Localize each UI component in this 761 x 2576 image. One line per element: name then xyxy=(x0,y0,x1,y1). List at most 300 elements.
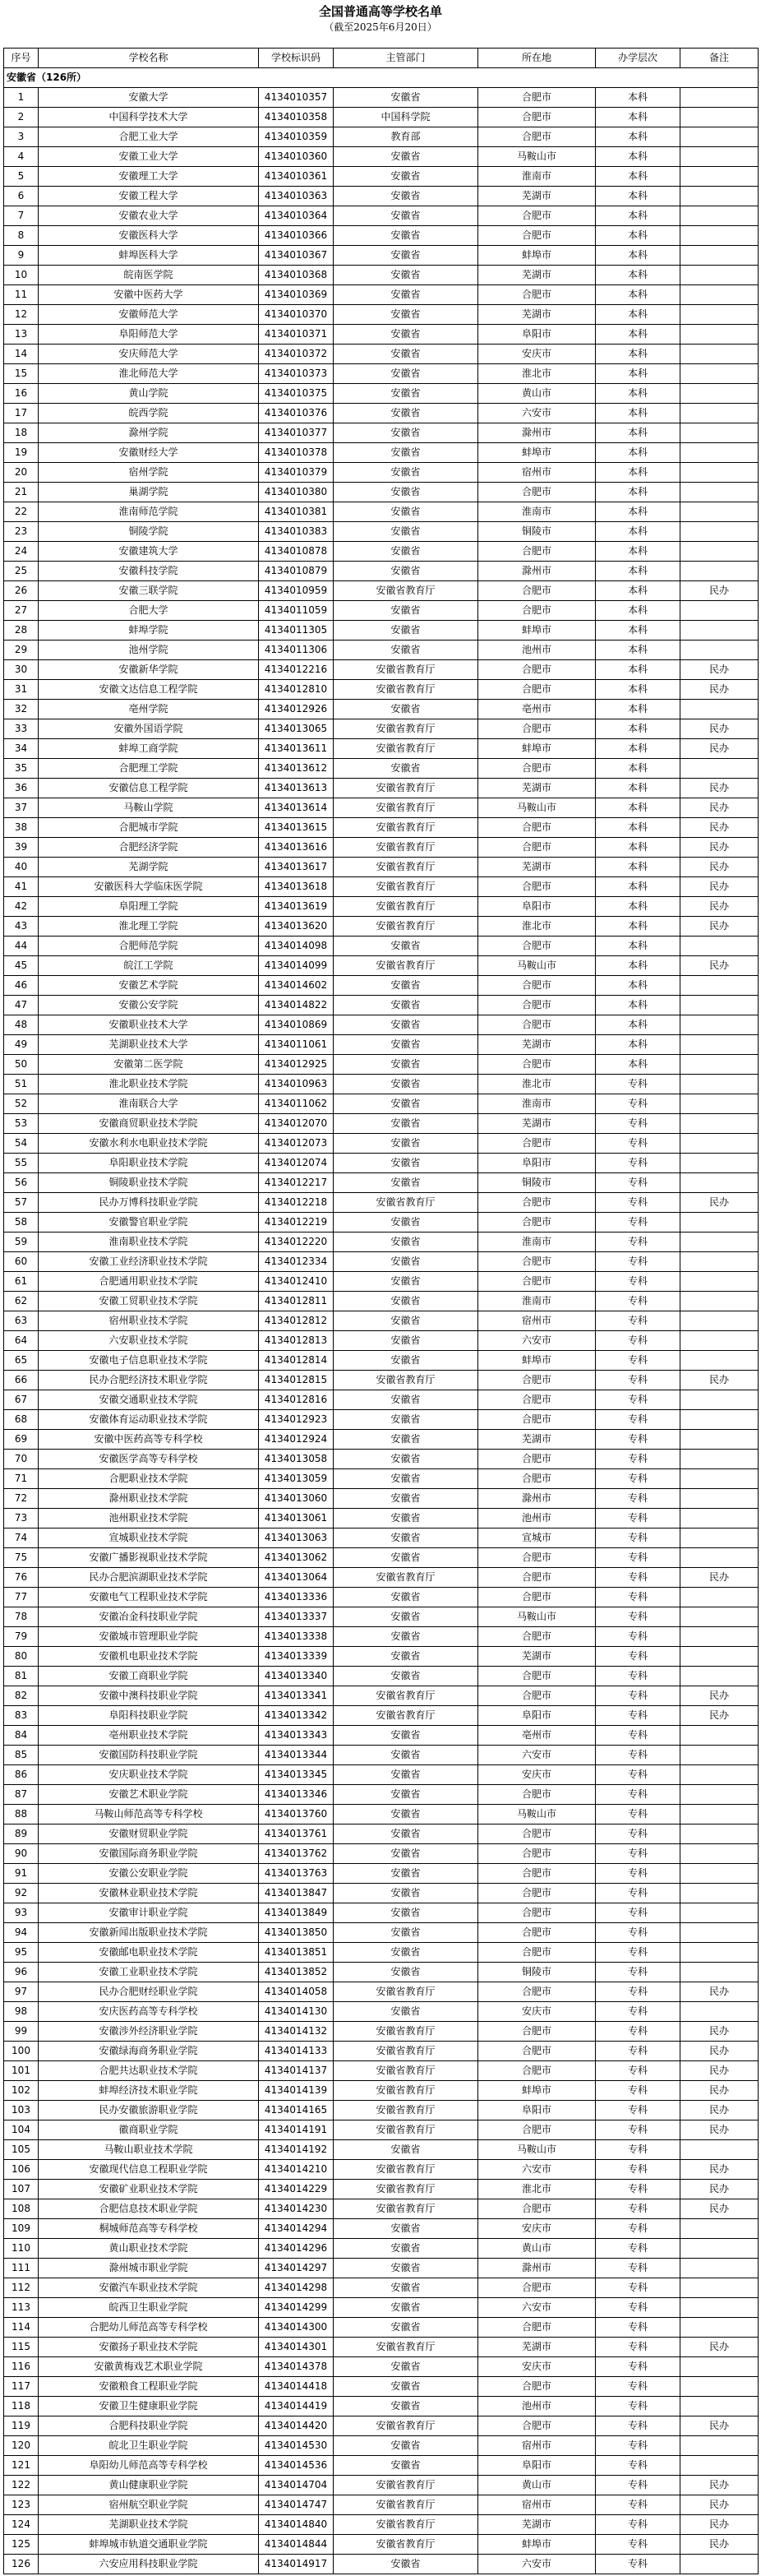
level-cell: 本科 xyxy=(596,996,680,1015)
school-code-cell: 4134014294 xyxy=(259,2219,334,2239)
table-row xyxy=(4,1943,759,1963)
location-cell: 合肥市 xyxy=(478,1785,596,1805)
location-cell: 黄山市 xyxy=(478,384,596,404)
table-row xyxy=(4,2061,759,2081)
school-code-cell: 4134014844 xyxy=(259,2535,334,2555)
level-cell: 专科 xyxy=(596,1706,680,1726)
school-code-cell: 4134013065 xyxy=(259,719,334,739)
authority-cell: 安徽省教育厅 xyxy=(334,2338,478,2357)
location-cell: 合肥市 xyxy=(478,1548,596,1568)
school-name-cell: 安徽工程大学 xyxy=(39,187,259,206)
index-cell: 1 xyxy=(4,88,39,108)
remark-cell: 民办 xyxy=(680,1706,759,1726)
table-row xyxy=(4,2002,759,2022)
index-cell: 94 xyxy=(4,1923,39,1943)
remark-cell xyxy=(680,1746,759,1765)
school-name-cell: 阜阳师范大学 xyxy=(39,325,259,345)
school-name-cell: 马鞍山师范高等专科学校 xyxy=(39,1805,259,1824)
school-name-cell: 安徽建筑大学 xyxy=(39,542,259,562)
table-row xyxy=(4,2298,759,2318)
remark-cell xyxy=(680,325,759,345)
authority-cell: 安徽省 xyxy=(334,641,478,660)
remark-cell: 民办 xyxy=(680,838,759,858)
location-cell: 合肥市 xyxy=(478,1844,596,1864)
table-row xyxy=(4,1351,759,1371)
location-cell: 合肥市 xyxy=(478,838,596,858)
table-row xyxy=(4,1982,759,2002)
remark-cell: 民办 xyxy=(680,798,759,818)
level-cell: 本科 xyxy=(596,1035,680,1055)
remark-cell xyxy=(680,345,759,364)
remark-cell xyxy=(680,463,759,483)
location-cell: 宣城市 xyxy=(478,1528,596,1548)
school-code-cell: 4134013345 xyxy=(259,1765,334,1785)
index-cell: 80 xyxy=(4,1647,39,1667)
index-cell: 39 xyxy=(4,838,39,858)
index-cell: 48 xyxy=(4,1015,39,1035)
location-cell: 淮南市 xyxy=(478,1233,596,1252)
index-cell: 40 xyxy=(4,858,39,877)
school-code-cell: 4134013059 xyxy=(259,1469,334,1489)
school-code-cell: 4134012218 xyxy=(259,1193,334,1213)
level-cell: 专科 xyxy=(596,1489,680,1509)
school-code-cell: 4134013063 xyxy=(259,1528,334,1548)
level-cell: 本科 xyxy=(596,838,680,858)
school-name-cell: 中国科学技术大学 xyxy=(39,108,259,127)
location-cell: 阜阳市 xyxy=(478,1706,596,1726)
location-cell: 合肥市 xyxy=(478,127,596,147)
school-name-cell: 芜湖职业技术大学 xyxy=(39,1035,259,1055)
index-cell: 105 xyxy=(4,2140,39,2160)
school-code-cell: 4134013064 xyxy=(259,1568,334,1588)
remark-cell xyxy=(680,2456,759,2476)
authority-cell: 安徽省 xyxy=(334,502,478,522)
remark-cell xyxy=(680,2219,759,2239)
level-cell: 专科 xyxy=(596,1075,680,1094)
remark-cell xyxy=(680,1824,759,1844)
index-cell: 91 xyxy=(4,1864,39,1884)
authority-cell: 安徽省 xyxy=(334,2357,478,2377)
table-row xyxy=(4,305,759,325)
level-cell: 本科 xyxy=(596,305,680,325)
remark-cell: 民办 xyxy=(680,1686,759,1706)
location-cell: 滁州市 xyxy=(478,1489,596,1509)
remark-cell xyxy=(680,1726,759,1746)
school-code-cell: 4134012814 xyxy=(259,1351,334,1371)
authority-cell: 安徽省 xyxy=(334,542,478,562)
location-cell: 合肥市 xyxy=(478,206,596,226)
remark-cell xyxy=(680,1509,759,1528)
location-cell: 芜湖市 xyxy=(478,305,596,325)
authority-cell: 安徽省 xyxy=(334,1607,478,1627)
index-cell: 73 xyxy=(4,1509,39,1528)
index-cell: 95 xyxy=(4,1943,39,1963)
level-cell: 专科 xyxy=(596,1548,680,1568)
level-cell: 专科 xyxy=(596,2061,680,2081)
authority-cell: 安徽省 xyxy=(334,1667,478,1686)
level-cell: 本科 xyxy=(596,1015,680,1035)
authority-cell: 安徽省教育厅 xyxy=(334,1982,478,2002)
level-cell: 专科 xyxy=(596,1193,680,1213)
level-cell: 专科 xyxy=(596,1805,680,1824)
level-cell: 专科 xyxy=(596,1311,680,1331)
school-name-cell: 蚌埠学院 xyxy=(39,621,259,641)
school-name-cell: 安徽工业职业技术学院 xyxy=(39,1963,259,1982)
index-cell: 45 xyxy=(4,956,39,976)
table-row xyxy=(4,1233,759,1252)
school-name-cell: 安徽科技学院 xyxy=(39,562,259,581)
location-cell: 合肥市 xyxy=(478,1193,596,1213)
school-name-cell: 安徽广播影视职业技术学院 xyxy=(39,1548,259,1568)
authority-cell: 安徽省教育厅 xyxy=(334,2081,478,2101)
index-cell: 119 xyxy=(4,2416,39,2436)
school-code-cell: 4134014299 xyxy=(259,2298,334,2318)
authority-cell: 安徽省 xyxy=(334,384,478,404)
school-name-cell: 皖北卫生职业学院 xyxy=(39,2436,259,2456)
school-code-cell: 4134010378 xyxy=(259,443,334,463)
location-cell: 安庆市 xyxy=(478,2002,596,2022)
location-cell: 阜阳市 xyxy=(478,2456,596,2476)
index-cell: 103 xyxy=(4,2101,39,2120)
location-cell: 淮北市 xyxy=(478,917,596,937)
index-cell: 90 xyxy=(4,1844,39,1864)
level-cell: 专科 xyxy=(596,1647,680,1667)
school-name-cell: 安徽中医药高等专科学校 xyxy=(39,1430,259,1450)
index-cell: 108 xyxy=(4,2199,39,2219)
table-row xyxy=(4,739,759,759)
table-row xyxy=(4,384,759,404)
index-cell: 74 xyxy=(4,1528,39,1548)
school-name-cell: 黄山健康职业学院 xyxy=(39,2476,259,2495)
school-code-cell: 4134014210 xyxy=(259,2160,334,2180)
index-cell: 99 xyxy=(4,2022,39,2042)
school-code-cell: 4134014840 xyxy=(259,2515,334,2535)
authority-cell: 安徽省 xyxy=(334,1311,478,1331)
table-row xyxy=(4,877,759,897)
authority-cell: 安徽省 xyxy=(334,1548,478,1568)
authority-cell: 安徽省 xyxy=(334,1015,478,1035)
authority-cell: 安徽省教育厅 xyxy=(334,581,478,601)
table-row xyxy=(4,2338,759,2357)
remark-cell: 民办 xyxy=(680,917,759,937)
location-cell: 蚌埠市 xyxy=(478,443,596,463)
table-row xyxy=(4,127,759,147)
location-cell: 合肥市 xyxy=(478,88,596,108)
index-cell: 60 xyxy=(4,1252,39,1272)
authority-cell: 安徽省 xyxy=(334,2219,478,2239)
remark-cell xyxy=(680,996,759,1015)
page-title: 全国普通高等学校名单 xyxy=(318,4,442,19)
remark-cell: 民办 xyxy=(680,1193,759,1213)
remark-cell: 民办 xyxy=(680,779,759,798)
level-cell: 专科 xyxy=(596,1923,680,1943)
table-row xyxy=(4,680,759,700)
location-cell: 合肥市 xyxy=(478,877,596,897)
table-row xyxy=(4,2476,759,2495)
school-name-cell: 芜湖职业技术学院 xyxy=(39,2515,259,2535)
school-code-cell: 4134014132 xyxy=(259,2022,334,2042)
level-cell: 本科 xyxy=(596,680,680,700)
remark-cell: 民办 xyxy=(680,897,759,917)
authority-cell: 安徽省 xyxy=(334,601,478,621)
index-cell: 87 xyxy=(4,1785,39,1805)
school-name-cell: 安徽警官职业学院 xyxy=(39,1213,259,1233)
school-name-cell: 合肥工业大学 xyxy=(39,127,259,147)
index-cell: 51 xyxy=(4,1075,39,1094)
level-cell: 本科 xyxy=(596,641,680,660)
level-cell: 专科 xyxy=(596,1233,680,1252)
location-cell: 淮北市 xyxy=(478,364,596,384)
school-code-cell: 4134014098 xyxy=(259,937,334,956)
index-cell: 36 xyxy=(4,779,39,798)
level-cell: 专科 xyxy=(596,1450,680,1469)
remark-cell xyxy=(680,285,759,305)
school-name-cell: 徽商职业学院 xyxy=(39,2120,259,2140)
location-cell: 安庆市 xyxy=(478,1765,596,1785)
school-name-cell: 合肥科技职业学院 xyxy=(39,2416,259,2436)
location-cell: 合肥市 xyxy=(478,483,596,502)
school-name-cell: 淮南联合大学 xyxy=(39,1094,259,1114)
location-cell: 合肥市 xyxy=(478,1864,596,1884)
school-name-cell: 安徽中澳科技职业学院 xyxy=(39,1686,259,1706)
location-cell: 合肥市 xyxy=(478,1943,596,1963)
school-code-cell: 4134014419 xyxy=(259,2397,334,2416)
school-code-cell: 4134013611 xyxy=(259,739,334,759)
location-cell: 合肥市 xyxy=(478,719,596,739)
school-name-cell: 滁州学院 xyxy=(39,423,259,443)
school-name-cell: 淮南师范学院 xyxy=(39,502,259,522)
index-cell: 72 xyxy=(4,1489,39,1509)
school-code-cell: 4134012219 xyxy=(259,1213,334,1233)
level-cell: 专科 xyxy=(596,2160,680,2180)
table-row xyxy=(4,937,759,956)
location-cell: 芜湖市 xyxy=(478,1035,596,1055)
school-name-cell: 合肥师范学院 xyxy=(39,937,259,956)
school-code-cell: 4134011062 xyxy=(259,1094,334,1114)
remark-cell xyxy=(680,1647,759,1667)
index-cell: 126 xyxy=(4,2555,39,2574)
school-code-cell: 4134014230 xyxy=(259,2199,334,2219)
remark-cell: 民办 xyxy=(680,2535,759,2555)
school-name-cell: 安徽涉外经济职业学院 xyxy=(39,2022,259,2042)
school-code-cell: 4134013849 xyxy=(259,1903,334,1923)
school-name-cell: 芜湖学院 xyxy=(39,858,259,877)
location-cell: 合肥市 xyxy=(478,2061,596,2081)
location-cell: 马鞍山市 xyxy=(478,798,596,818)
level-cell: 专科 xyxy=(596,1292,680,1311)
school-code-cell: 4134010367 xyxy=(259,246,334,266)
level-cell: 本科 xyxy=(596,206,680,226)
authority-cell: 安徽省 xyxy=(334,1351,478,1371)
index-cell: 14 xyxy=(4,345,39,364)
table-row xyxy=(4,1311,759,1331)
school-name-cell: 皖江工学院 xyxy=(39,956,259,976)
location-cell: 六安市 xyxy=(478,404,596,423)
school-name-cell: 淮北理工学院 xyxy=(39,917,259,937)
location-cell: 阜阳市 xyxy=(478,1154,596,1173)
school-code-cell: 4134013620 xyxy=(259,917,334,937)
school-code-cell: 4134013340 xyxy=(259,1667,334,1686)
authority-cell: 安徽省教育厅 xyxy=(334,719,478,739)
table-row xyxy=(4,147,759,167)
location-cell: 淮南市 xyxy=(478,502,596,522)
level-cell: 本科 xyxy=(596,621,680,641)
index-cell: 88 xyxy=(4,1805,39,1824)
level-cell: 专科 xyxy=(596,1903,680,1923)
header-cell-location: 所在地 xyxy=(478,49,596,68)
location-cell: 芜湖市 xyxy=(478,1647,596,1667)
table-row xyxy=(4,2377,759,2397)
authority-cell: 安徽省教育厅 xyxy=(334,2160,478,2180)
index-cell: 65 xyxy=(4,1351,39,1371)
level-cell: 本科 xyxy=(596,364,680,384)
authority-cell: 安徽省 xyxy=(334,1963,478,1982)
header-cell-remark: 备注 xyxy=(680,49,759,68)
remark-cell xyxy=(680,1627,759,1647)
table-row xyxy=(4,1706,759,1726)
remark-cell xyxy=(680,1233,759,1252)
index-cell: 77 xyxy=(4,1588,39,1607)
school-code-cell: 4134014058 xyxy=(259,1982,334,2002)
school-name-cell: 安徽工贸职业技术学院 xyxy=(39,1292,259,1311)
remark-cell: 民办 xyxy=(680,719,759,739)
level-cell: 本科 xyxy=(596,127,680,147)
index-cell: 71 xyxy=(4,1469,39,1489)
remark-cell xyxy=(680,1607,759,1627)
remark-cell xyxy=(680,483,759,502)
table-row xyxy=(4,1607,759,1627)
school-name-cell: 合肥通用职业技术学院 xyxy=(39,1272,259,1292)
table-row xyxy=(4,759,759,779)
level-cell: 专科 xyxy=(596,2101,680,2120)
authority-cell: 安徽省 xyxy=(334,1509,478,1528)
location-cell: 合肥市 xyxy=(478,2022,596,2042)
school-code-cell: 4134013614 xyxy=(259,798,334,818)
authority-cell: 安徽省 xyxy=(334,1154,478,1173)
authority-cell: 安徽省 xyxy=(334,1272,478,1292)
index-cell: 84 xyxy=(4,1726,39,1746)
school-code-cell: 4134013338 xyxy=(259,1627,334,1647)
location-cell: 蚌埠市 xyxy=(478,621,596,641)
school-code-cell: 4134014420 xyxy=(259,2416,334,2436)
level-cell: 本科 xyxy=(596,463,680,483)
location-cell: 合肥市 xyxy=(478,660,596,680)
remark-cell xyxy=(680,522,759,542)
school-name-cell: 淮北师范大学 xyxy=(39,364,259,384)
location-cell: 芜湖市 xyxy=(478,2515,596,2535)
authority-cell: 安徽省 xyxy=(334,1528,478,1548)
authority-cell: 安徽省 xyxy=(334,2397,478,2416)
index-cell: 63 xyxy=(4,1311,39,1331)
school-name-cell: 阜阳幼儿师范高等专科学校 xyxy=(39,2456,259,2476)
school-name-cell: 安徽艺术职业学院 xyxy=(39,1785,259,1805)
school-name-cell: 合肥大学 xyxy=(39,601,259,621)
authority-cell: 安徽省 xyxy=(334,937,478,956)
level-cell: 专科 xyxy=(596,2515,680,2535)
school-name-cell: 民办万博科技职业学院 xyxy=(39,1193,259,1213)
school-name-cell: 滁州职业技术学院 xyxy=(39,1489,259,1509)
level-cell: 专科 xyxy=(596,1943,680,1963)
school-code-cell: 4134010369 xyxy=(259,285,334,305)
location-cell: 亳州市 xyxy=(478,1726,596,1746)
location-cell: 合肥市 xyxy=(478,818,596,838)
school-code-cell: 4134010379 xyxy=(259,463,334,483)
school-code-cell: 4134013763 xyxy=(259,1864,334,1884)
index-cell: 2 xyxy=(4,108,39,127)
school-name-cell: 安徽工业大学 xyxy=(39,147,259,167)
authority-cell: 安徽省教育厅 xyxy=(334,680,478,700)
remark-cell: 民办 xyxy=(680,2081,759,2101)
authority-cell: 安徽省 xyxy=(334,1627,478,1647)
remark-cell xyxy=(680,2140,759,2160)
school-name-cell: 阜阳科技职业学院 xyxy=(39,1706,259,1726)
school-name-cell: 安徽邮电职业技术学院 xyxy=(39,1943,259,1963)
level-cell: 专科 xyxy=(596,2357,680,2377)
level-cell: 本科 xyxy=(596,937,680,956)
location-cell: 合肥市 xyxy=(478,1015,596,1035)
level-cell: 本科 xyxy=(596,1055,680,1075)
level-cell: 本科 xyxy=(596,246,680,266)
authority-cell: 安徽省 xyxy=(334,1864,478,1884)
authority-cell: 安徽省 xyxy=(334,2239,478,2259)
level-cell: 专科 xyxy=(596,2219,680,2239)
index-cell: 62 xyxy=(4,1292,39,1311)
authority-cell: 安徽省 xyxy=(334,1094,478,1114)
location-cell: 滁州市 xyxy=(478,2259,596,2278)
remark-cell xyxy=(680,1154,759,1173)
table-row xyxy=(4,1094,759,1114)
school-code-cell: 4134013618 xyxy=(259,877,334,897)
table-row xyxy=(4,1884,759,1903)
level-cell: 专科 xyxy=(596,1726,680,1746)
location-cell: 合肥市 xyxy=(478,601,596,621)
table-row xyxy=(4,2456,759,2476)
remark-cell xyxy=(680,305,759,325)
school-code-cell: 4134013619 xyxy=(259,897,334,917)
school-name-cell: 亳州学院 xyxy=(39,700,259,719)
school-name-cell: 安徽公安职业学院 xyxy=(39,1864,259,1884)
table-row xyxy=(4,1410,759,1430)
remark-cell xyxy=(680,1528,759,1548)
remark-cell: 民办 xyxy=(680,858,759,877)
school-code-cell: 4134014704 xyxy=(259,2476,334,2495)
school-name-cell: 宿州职业技术学院 xyxy=(39,1311,259,1331)
location-cell: 合肥市 xyxy=(478,1667,596,1686)
table-row xyxy=(4,917,759,937)
level-cell: 本科 xyxy=(596,167,680,187)
remark-cell xyxy=(680,1785,759,1805)
authority-cell: 安徽省 xyxy=(334,2298,478,2318)
index-cell: 116 xyxy=(4,2357,39,2377)
school-name-cell: 安徽交通职业技术学院 xyxy=(39,1390,259,1410)
school-name-cell: 宿州学院 xyxy=(39,463,259,483)
school-code-cell: 4134014191 xyxy=(259,2120,334,2140)
authority-cell: 安徽省 xyxy=(334,522,478,542)
school-code-cell: 4134010371 xyxy=(259,325,334,345)
index-cell: 111 xyxy=(4,2259,39,2278)
location-cell: 安庆市 xyxy=(478,2219,596,2239)
authority-cell: 安徽省 xyxy=(334,1114,478,1134)
school-code-cell: 4134014378 xyxy=(259,2357,334,2377)
remark-cell: 民办 xyxy=(680,2495,759,2515)
school-code-cell: 4134014192 xyxy=(259,2140,334,2160)
table-row xyxy=(4,1114,759,1134)
authority-cell: 安徽省 xyxy=(334,364,478,384)
school-name-cell: 安徽电子信息职业技术学院 xyxy=(39,1351,259,1371)
school-name-cell: 安徽工业经济职业技术学院 xyxy=(39,1252,259,1272)
authority-cell: 安徽省教育厅 xyxy=(334,2101,478,2120)
level-cell: 本科 xyxy=(596,601,680,621)
